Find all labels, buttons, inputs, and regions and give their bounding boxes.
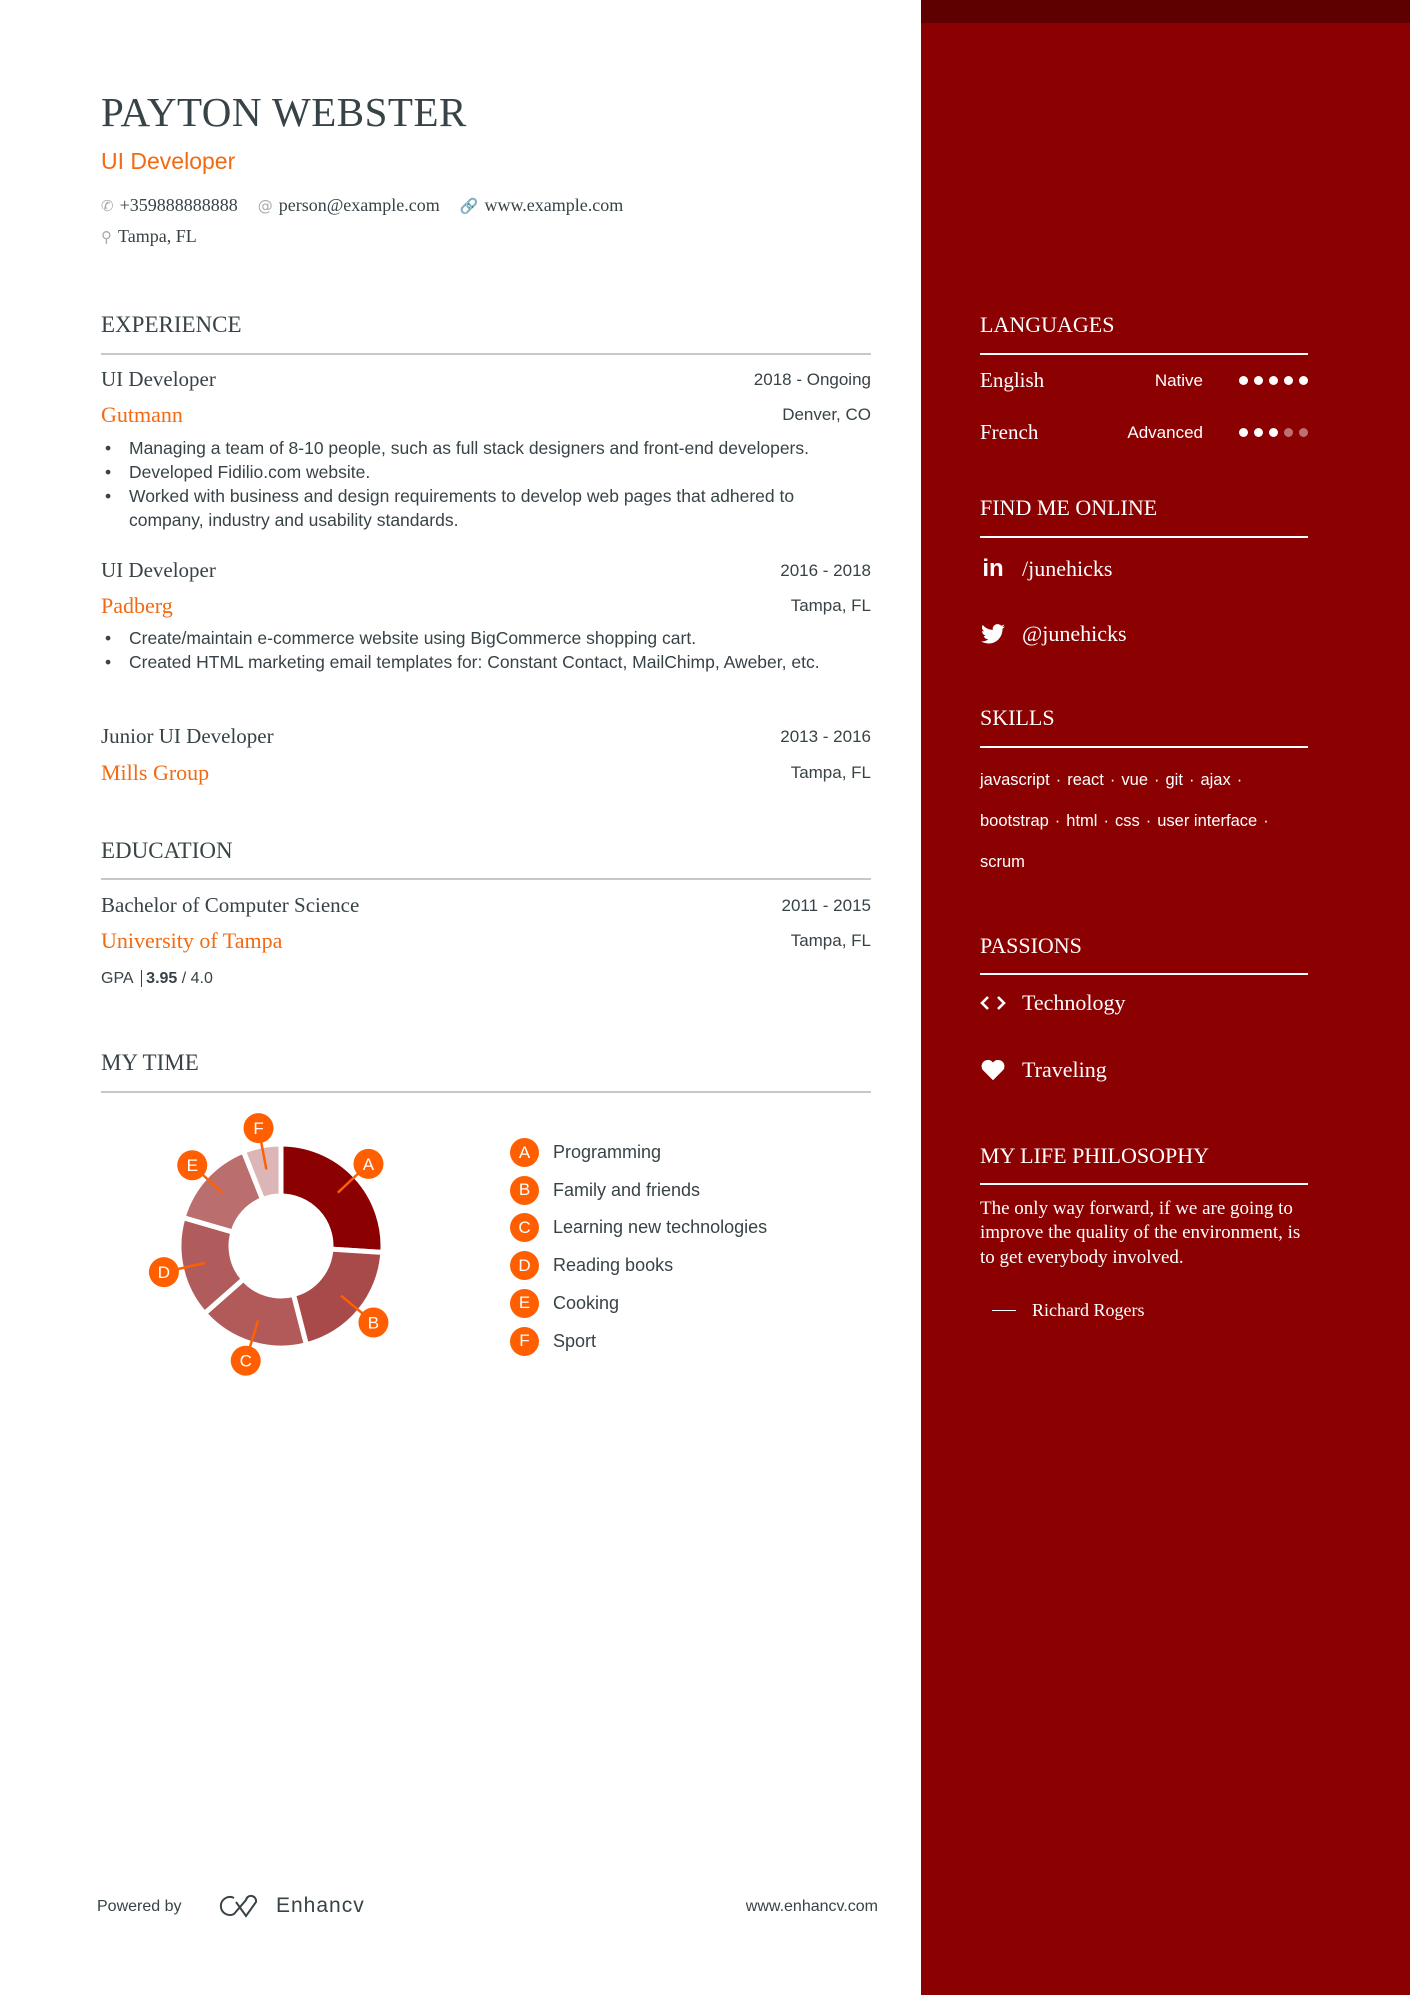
job-bullets xyxy=(129,626,869,674)
education-school-row xyxy=(101,928,871,954)
language-level-dots xyxy=(1239,428,1308,437)
legend-badge: E xyxy=(510,1289,539,1318)
legend-label: Learning new technologies xyxy=(553,1217,768,1238)
quote-author xyxy=(992,1300,1144,1321)
languages-heading: LANGUAGES xyxy=(980,312,1115,337)
education-location: Tampa, FL xyxy=(790,931,871,950)
job-title: UI Developer xyxy=(101,558,216,582)
job-location: Tampa, FL xyxy=(790,596,871,615)
gpa-max: / 4.0 xyxy=(181,970,213,987)
language-name: English xyxy=(980,368,1045,392)
legend-item xyxy=(510,1138,661,1167)
location-pin-icon: ⚲ xyxy=(101,227,112,246)
job-title: Junior UI Developer xyxy=(101,724,274,748)
legend-item xyxy=(510,1251,673,1280)
skill-separator: · xyxy=(1145,812,1152,830)
my-time-divider xyxy=(101,1091,871,1093)
level-dot xyxy=(1299,428,1308,437)
skill-tag: react xyxy=(1067,771,1104,789)
education-heading: EDUCATION xyxy=(101,838,233,863)
company-name: Gutmann xyxy=(101,402,183,427)
slice-label: C xyxy=(239,1351,252,1371)
job-title-row xyxy=(101,724,871,749)
languages-divider xyxy=(980,353,1308,355)
slice-label: E xyxy=(186,1156,198,1176)
contact-row xyxy=(101,195,623,216)
legend-label: Sport xyxy=(553,1330,597,1351)
skill-separator: · xyxy=(1154,771,1160,789)
philosophy-divider xyxy=(980,1183,1308,1185)
level-dot xyxy=(1254,376,1263,385)
skill-tag: user interface xyxy=(1157,812,1258,830)
at-icon: @ xyxy=(257,196,273,215)
job-dates: 2013 - 2016 xyxy=(780,726,871,746)
code-icon xyxy=(980,994,1006,1012)
job-location: Denver, CO xyxy=(782,405,871,424)
job-dates: 2018 - Ongoing xyxy=(753,369,871,389)
job-location: Tampa, FL xyxy=(790,763,871,782)
school: University of Tampa xyxy=(101,928,283,953)
legend-label: Family and friends xyxy=(553,1179,701,1200)
language-level: Native xyxy=(1154,370,1203,390)
legend-badge: F xyxy=(510,1327,539,1356)
language-level: Advanced xyxy=(1127,422,1203,442)
passion-label: Technology xyxy=(1022,990,1126,1015)
level-dot xyxy=(1284,376,1293,385)
level-dot xyxy=(1239,376,1248,385)
language-item xyxy=(980,420,1308,445)
level-dot xyxy=(1239,428,1248,437)
skill-tag: ajax xyxy=(1200,771,1231,789)
legend-item xyxy=(510,1289,619,1318)
passion-label: Traveling xyxy=(1022,1057,1107,1082)
language-name: French xyxy=(980,420,1039,444)
location-row xyxy=(101,226,197,247)
footer-url[interactable]: www.enhancv.com xyxy=(745,1898,878,1915)
job-title: UI Developer xyxy=(101,367,216,391)
job-company-row xyxy=(101,402,871,428)
level-dot xyxy=(1284,428,1293,437)
gpa-value: 3.95 xyxy=(146,970,178,987)
job-company-row xyxy=(101,593,871,619)
phone-icon: ✆ xyxy=(101,196,114,215)
my-time-donut-chart xyxy=(130,1095,450,1395)
twitter-link[interactable] xyxy=(980,621,1127,647)
experience-heading: EXPERIENCE xyxy=(101,312,242,337)
legend-item xyxy=(510,1327,596,1356)
skill-separator: · xyxy=(1103,812,1109,830)
skills-divider xyxy=(980,746,1308,748)
level-dot xyxy=(1269,428,1278,437)
education-divider xyxy=(101,878,871,880)
job-title-row xyxy=(101,367,871,392)
linkedin-link[interactable] xyxy=(980,555,1112,583)
philosophy-heading: MY LIFE PHILOSOPHY xyxy=(980,1143,1209,1168)
slice-label: D xyxy=(157,1263,171,1283)
skill-separator: · xyxy=(1188,771,1195,789)
level-dot xyxy=(1269,376,1278,385)
experience-divider xyxy=(101,353,871,355)
skill-tag: javascript xyxy=(980,771,1050,789)
skill-separator: · xyxy=(1109,771,1116,789)
heart-icon xyxy=(980,1058,1006,1082)
skill-separator: · xyxy=(1236,771,1243,789)
powered-by: Powered by xyxy=(97,1898,182,1915)
dash xyxy=(992,1310,1016,1312)
job-dates: 2016 - 2018 xyxy=(780,560,871,580)
legend-item xyxy=(510,1213,767,1242)
legend-label: Programming xyxy=(553,1142,662,1162)
passion-item xyxy=(980,990,1126,1016)
skill-tag: git xyxy=(1165,771,1183,789)
job-company-row xyxy=(101,760,871,786)
link-icon: 🔗 xyxy=(459,196,479,215)
enhancv-logo-icon xyxy=(216,1894,266,1918)
skill-tag: vue xyxy=(1121,771,1148,789)
skill-tag: html xyxy=(1066,812,1098,830)
bullet-item: • Worked with business and design requirements to develop web pages that adhered to company, industry and usability standards. xyxy=(129,484,869,532)
slice-label: F xyxy=(253,1119,264,1139)
linkedin-icon: in xyxy=(982,555,1004,582)
online-divider xyxy=(980,536,1308,538)
passions-divider xyxy=(980,973,1308,975)
phone: +359888888888 xyxy=(119,195,238,215)
level-dot xyxy=(1254,428,1263,437)
gpa-label: GPA xyxy=(101,970,133,987)
twitter-handle[interactable]: @junehicks xyxy=(1022,621,1127,646)
education-degree-row xyxy=(101,893,871,918)
slice-label: A xyxy=(362,1154,375,1174)
my-time-heading: MY TIME xyxy=(101,1050,199,1075)
twitter-icon xyxy=(980,624,1006,644)
gpa xyxy=(101,970,213,988)
skills-list xyxy=(980,760,1310,883)
legend-badge: A xyxy=(510,1138,539,1167)
sidebar-top-strip xyxy=(921,0,1410,23)
skill-separator: · xyxy=(1263,812,1269,830)
passion-item xyxy=(980,1057,1107,1083)
legend-badge: D xyxy=(510,1251,539,1280)
level-dot xyxy=(1299,376,1308,385)
find-me-online-heading: FIND ME ONLINE xyxy=(980,495,1158,520)
legend-badge: C xyxy=(510,1213,539,1242)
company-name: Padberg xyxy=(101,593,173,618)
degree: Bachelor of Computer Science xyxy=(101,893,360,917)
skill-separator: · xyxy=(1054,812,1061,830)
location: Tampa, FL xyxy=(118,226,197,246)
slice-label: B xyxy=(367,1313,380,1333)
linkedin-handle[interactable]: /junehicks xyxy=(1022,556,1113,581)
company-name: Mills Group xyxy=(101,760,210,785)
author-name: Richard Rogers xyxy=(1032,1300,1145,1320)
legend-label: Reading books xyxy=(553,1255,674,1276)
email[interactable]: person@example.com xyxy=(278,195,440,215)
skill-tag: css xyxy=(1114,812,1140,830)
candidate-name: PAYTON WEBSTER xyxy=(101,89,467,135)
bullet-item: • Create/maintain e-commerce website using BigCommerce shopping cart. xyxy=(129,626,869,650)
skill-separator: · xyxy=(1055,771,1062,789)
brand-name: Enhancv xyxy=(276,1894,365,1917)
skill-tag: bootstrap xyxy=(980,812,1049,830)
legend-item xyxy=(510,1176,700,1205)
education-dates: 2011 - 2015 xyxy=(781,895,871,915)
bullet-item: • Created HTML marketing email templates for: Constant Contact, MailChimp, Aweber, etc. xyxy=(129,650,869,674)
legend-label: Cooking xyxy=(553,1292,620,1313)
philosophy-quote: The only way forward, if we are going to improve the quality of the environment, is to get everybody involved. xyxy=(980,1198,1301,1268)
bullet-item: • Developed Fidilio.com website. xyxy=(129,460,869,484)
job-title-row xyxy=(101,558,871,583)
bullet-item: • Managing a team of 8-10 people, such as full stack designers and front-end developers. xyxy=(129,436,869,460)
passions-heading: PASSIONS xyxy=(980,933,1082,958)
website[interactable]: www.example.com xyxy=(484,195,624,215)
candidate-title: UI Developer xyxy=(101,148,236,174)
enhancv-logo[interactable] xyxy=(216,1894,365,1918)
skill-tag: scrum xyxy=(980,853,1025,871)
skills-heading: SKILLS xyxy=(980,705,1055,730)
language-level-dots xyxy=(1239,376,1308,385)
language-item xyxy=(980,368,1308,393)
job-bullets xyxy=(129,436,869,532)
legend-badge: B xyxy=(510,1176,539,1205)
